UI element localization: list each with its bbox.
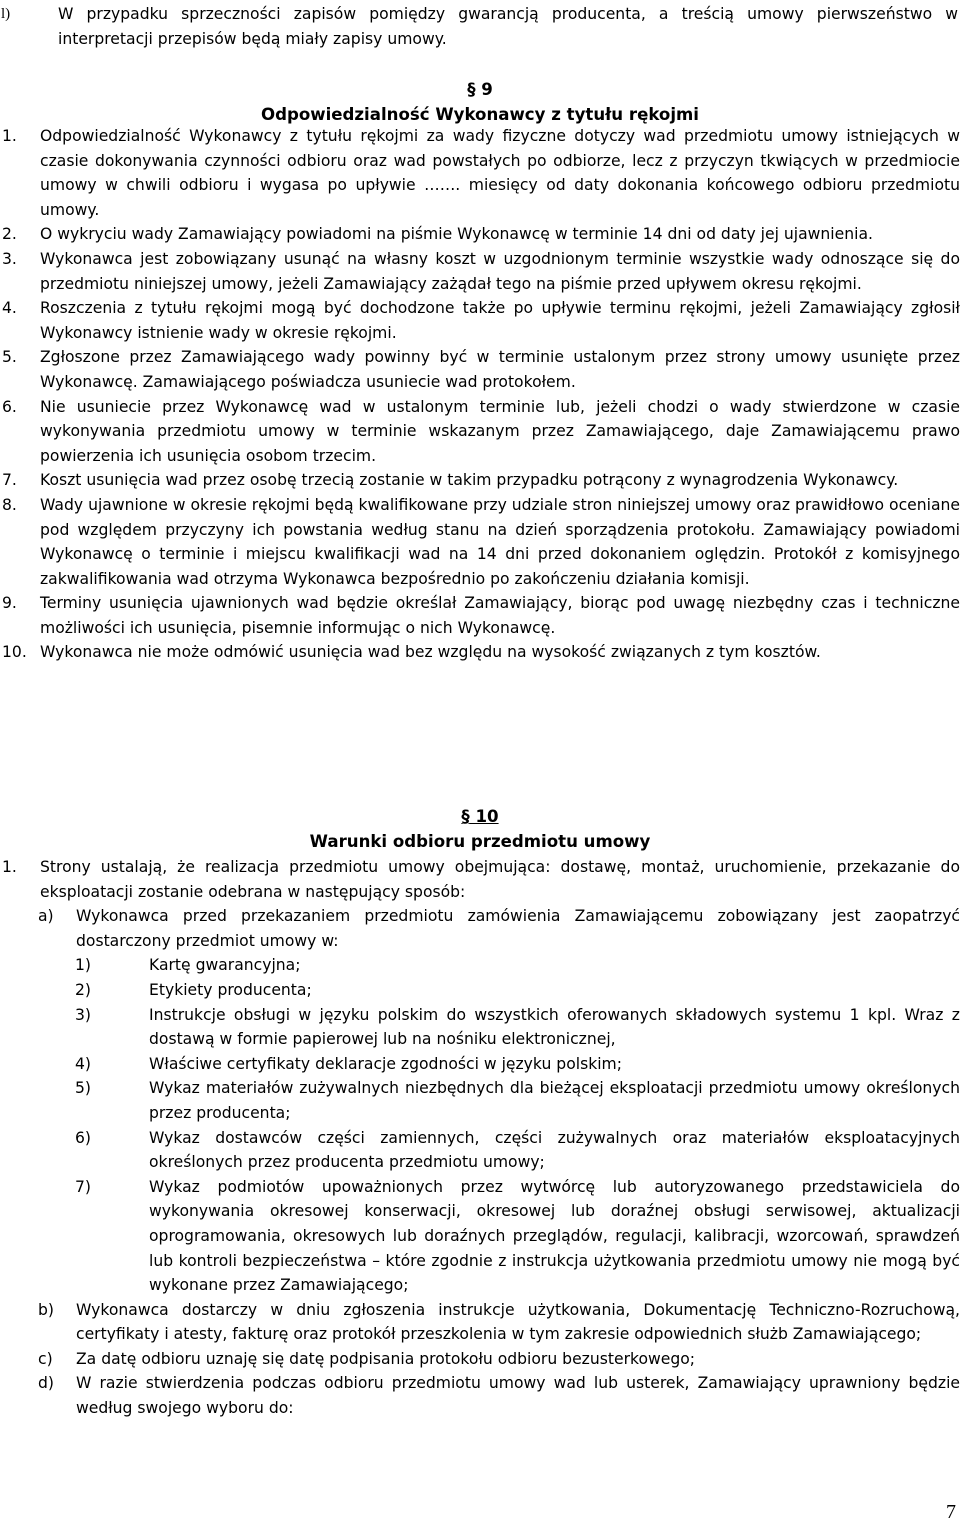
list-item (75, 978, 960, 1003)
item-text: Koszt usunięcia wad przez osobę trzecią zostanie w takim przypadku potrącony z wynagrodzenia Wykonawcy. (40, 471, 899, 490)
list-item (0, 591, 960, 640)
item-number: 3. (2, 249, 17, 268)
paragraph-sign: § (461, 807, 470, 826)
item-number: 2) (75, 980, 92, 999)
list-item (75, 1175, 960, 1298)
item-text: Terminy usunięcia ujawnionych wad będzie określał Zamawiający, biorąc pod uwagę niezbędny czas i techniczne możliwości ich usunięcia, pisemnie informując o nich Wykonawcę. (40, 594, 960, 637)
section-number-line (461, 807, 498, 826)
item-number: 1. (2, 858, 17, 876)
section-number: 10 (475, 807, 499, 826)
item-number: 2. (2, 225, 17, 244)
item-number: 4. (2, 299, 17, 318)
item-number: 5) (75, 1079, 92, 1098)
item-text: Wykaz materiałów zużywalnych niezbędnych dla bieżącej eksploatacji przedmiotu umowy określonych przez producenta; (149, 1079, 960, 1122)
item-number: 1. (2, 127, 17, 145)
page-number: 7 (946, 1501, 956, 1523)
list-item (0, 855, 960, 904)
item-text: Wykonawca nie może odmówić usunięcia wad bez względu na wysokość związanych z tym kosztów. (40, 643, 821, 662)
sub-item-c (0, 1347, 960, 1372)
clause-text: W przypadku sprzeczności zapisów pomiędzy gwarancją producenta, a treścią umowy pierwszeństwo w interpretacji przepisów będą miały zapisy umowy. (58, 5, 958, 48)
item-text: Wykaz podmiotów upoważnionych przez wytwórcę lub autoryzowanego przedstawiciela do wykonywania okresowej konserwacji, okresowej lub doraźnej obsługi serwisowej, aktualizacji oprogramowania, okresowych lub doraźnych przeglądów, regulacji, kalibracji, wzorcowań, sprawdzeń lub kontroli bezpieczeństwa – które zgodnie z instrukcja użytkowania przedmiotu umowy nie mogą być wykonane przez Zamawiającego; (149, 1177, 960, 1295)
list-item (0, 395, 960, 469)
section-9-number (0, 78, 960, 103)
sub-item-b (0, 1298, 960, 1347)
sub-item-d (0, 1371, 960, 1420)
item-number: 4) (75, 1054, 92, 1073)
list-item (0, 247, 960, 296)
sub-item-letter: a) (38, 907, 54, 926)
section-9-title: Odpowiedzialność Wykonawcy z tytułu rękojmi (260, 104, 699, 124)
item-number: 1) (75, 956, 92, 975)
item-number: 3) (75, 1005, 92, 1024)
section-9-list (0, 124, 960, 665)
item-text: Wykonawca jest zobowiązany usunąć na własny koszt w uzgodnionym terminie wszystkie wady odnoszące się do przedmiotu niniejszej umowy, jeżeli Zamawiający zażądał tego na piśmie przed upływem okresu rękojmi. (40, 249, 960, 293)
list-item (0, 345, 960, 394)
list-item (0, 296, 960, 345)
item-text: Wady ujawnione w okresie rękojmi będą kwalifikowane przy udziale stron niniejszej umowy oraz prawidłowo oceniane pod względem przyczyny ich powstania według stanu na dzień sporządzenia protokołu. Zamawiający powiadomi Wykonawcę o terminie i miejscu kwalifikacji wad na 14 dni przed dokonaniem oględzin. Protokół z komisyjnego zakwalifikowania wad otrzyma Wykonawca bezpośrednio po zakończeniu działania komisji. (40, 495, 960, 588)
item-text: Roszczenia z tytułu rękojmi mogą być dochodzone także po upływie terminu rękojmi, jeżeli Zamawiający zgłosił Wykonawcy istnienie wady w okresie rękojmi. (40, 299, 960, 342)
sub-item-text: Wykonawca przed przekazaniem przedmiotu zamówienia Zamawiającemu zobowiązany jest zaopatrzyć dostarczony przedmiot umowy w: (76, 907, 960, 950)
list-item (75, 1126, 960, 1175)
section-10-number (0, 805, 960, 830)
item-text: Odpowiedzialność Wykonawcy z tytułu rękojmi za wady fizyczne dotyczy wad przedmiotu umowy istniejących w czasie dokonywania czynności odbioru oraz wad powstałych po odbiorze, lecz z przyczyn tkwiących w przedmiocie umowy w chwili odbioru i wygasa po upływie ……. miesięcy od daty dokonania końcowego odbioru przedmiotu umowy. (40, 127, 960, 219)
sub-item-letter: c) (38, 1349, 53, 1368)
item-text: Kartę gwarancyjna; (149, 956, 301, 975)
section-10-title: Warunki odbioru przedmiotu umowy (309, 831, 651, 851)
section-9-heading (0, 78, 960, 127)
list-item (0, 124, 960, 222)
item-text: Zgłoszone przez Zamawiającego wady powinny być w terminie ustalonym przez strony umowy usunięte przez Wykonawcę. Zamawiającego poświadcza usuniecie wad protokołem. (40, 348, 960, 391)
list-item (0, 493, 960, 591)
item-number: 6) (75, 1128, 92, 1147)
list-item (0, 468, 960, 493)
paragraph-sign: § (467, 80, 476, 99)
item-text: O wykryciu wady Zamawiający powiadomi na piśmie Wykonawcę w terminie 14 dni od daty jej ujawnienia. (40, 225, 873, 244)
sub-item-a-list (0, 953, 960, 1297)
section-number: 9 (481, 80, 493, 99)
list-item (75, 1076, 960, 1125)
item-text: Instrukcje obsługi w języku polskim do wszystkich oferowanych składowych systemu 1 kpl. Wraz z dostawą w formie papierowej lub na nośniku elektronicznej, (149, 1005, 960, 1049)
list-item (75, 1052, 960, 1077)
list-item (0, 222, 960, 247)
item-number: 6. (2, 397, 17, 416)
sub-item-a (0, 904, 960, 953)
item-number: 7. (2, 471, 17, 490)
sub-item-text: Wykonawca dostarczy w dniu zgłoszenia instrukcje użytkowania, Dokumentację Techniczno-Rozruchową, certyfikaty i atesty, fakturę oraz protokół przeszkolenia w tym zakresie odpowiednich służb Zamawiającego; (76, 1300, 960, 1344)
item-text: Etykiety producenta; (149, 980, 312, 999)
sub-item-text: Za datę odbioru uznaję się datę podpisania protokołu odbioru bezusterkowego; (76, 1349, 696, 1368)
sub-item-letter: b) (38, 1300, 54, 1319)
item-number: 5. (2, 348, 17, 367)
section-10-heading (0, 805, 960, 854)
clause-l (0, 2, 958, 51)
item-number: 10. (2, 643, 27, 662)
item-number: 7) (75, 1177, 92, 1196)
section-10-list (0, 855, 960, 1421)
list-item (75, 953, 960, 978)
list-item (75, 1003, 960, 1052)
item-text: Wykaz dostawców części zamiennych, części zużywalnych oraz materiałów eksploatacyjnych określonych przez producenta przedmiotu umowy; (149, 1128, 960, 1172)
sub-item-letter: d) (38, 1374, 54, 1393)
item-text: Strony ustalają, że realizacja przedmiotu umowy obejmująca: dostawę, montaż, uruchomienie, przekazanie do eksploatacji zostanie odebrana w następujący sposób: (40, 858, 960, 901)
sub-item-text: W razie stwierdzenia podczas odbioru przedmiotu umowy wad lub usterek, Zamawiający uprawniony będzie według swojego wyboru do: (76, 1374, 960, 1418)
item-text: Właściwe certyfikaty deklaracje zgodności w języku polskim; (149, 1054, 623, 1073)
item-text: Nie usuniecie przez Wykonawcę wad w ustalonym terminie lub, jeżeli chodzi o wady stwierdzone w czasie wykonywania przedmiotu umowy w terminie wskazanym przez Zamawiającego, daje Zamawiającemu prawo powierzenia ich usunięcia osobom trzecim. (40, 397, 960, 465)
clause-marker: l) (1, 6, 11, 22)
item-number: 8. (2, 495, 17, 514)
item-number: 9. (2, 594, 17, 613)
list-item (0, 640, 960, 665)
